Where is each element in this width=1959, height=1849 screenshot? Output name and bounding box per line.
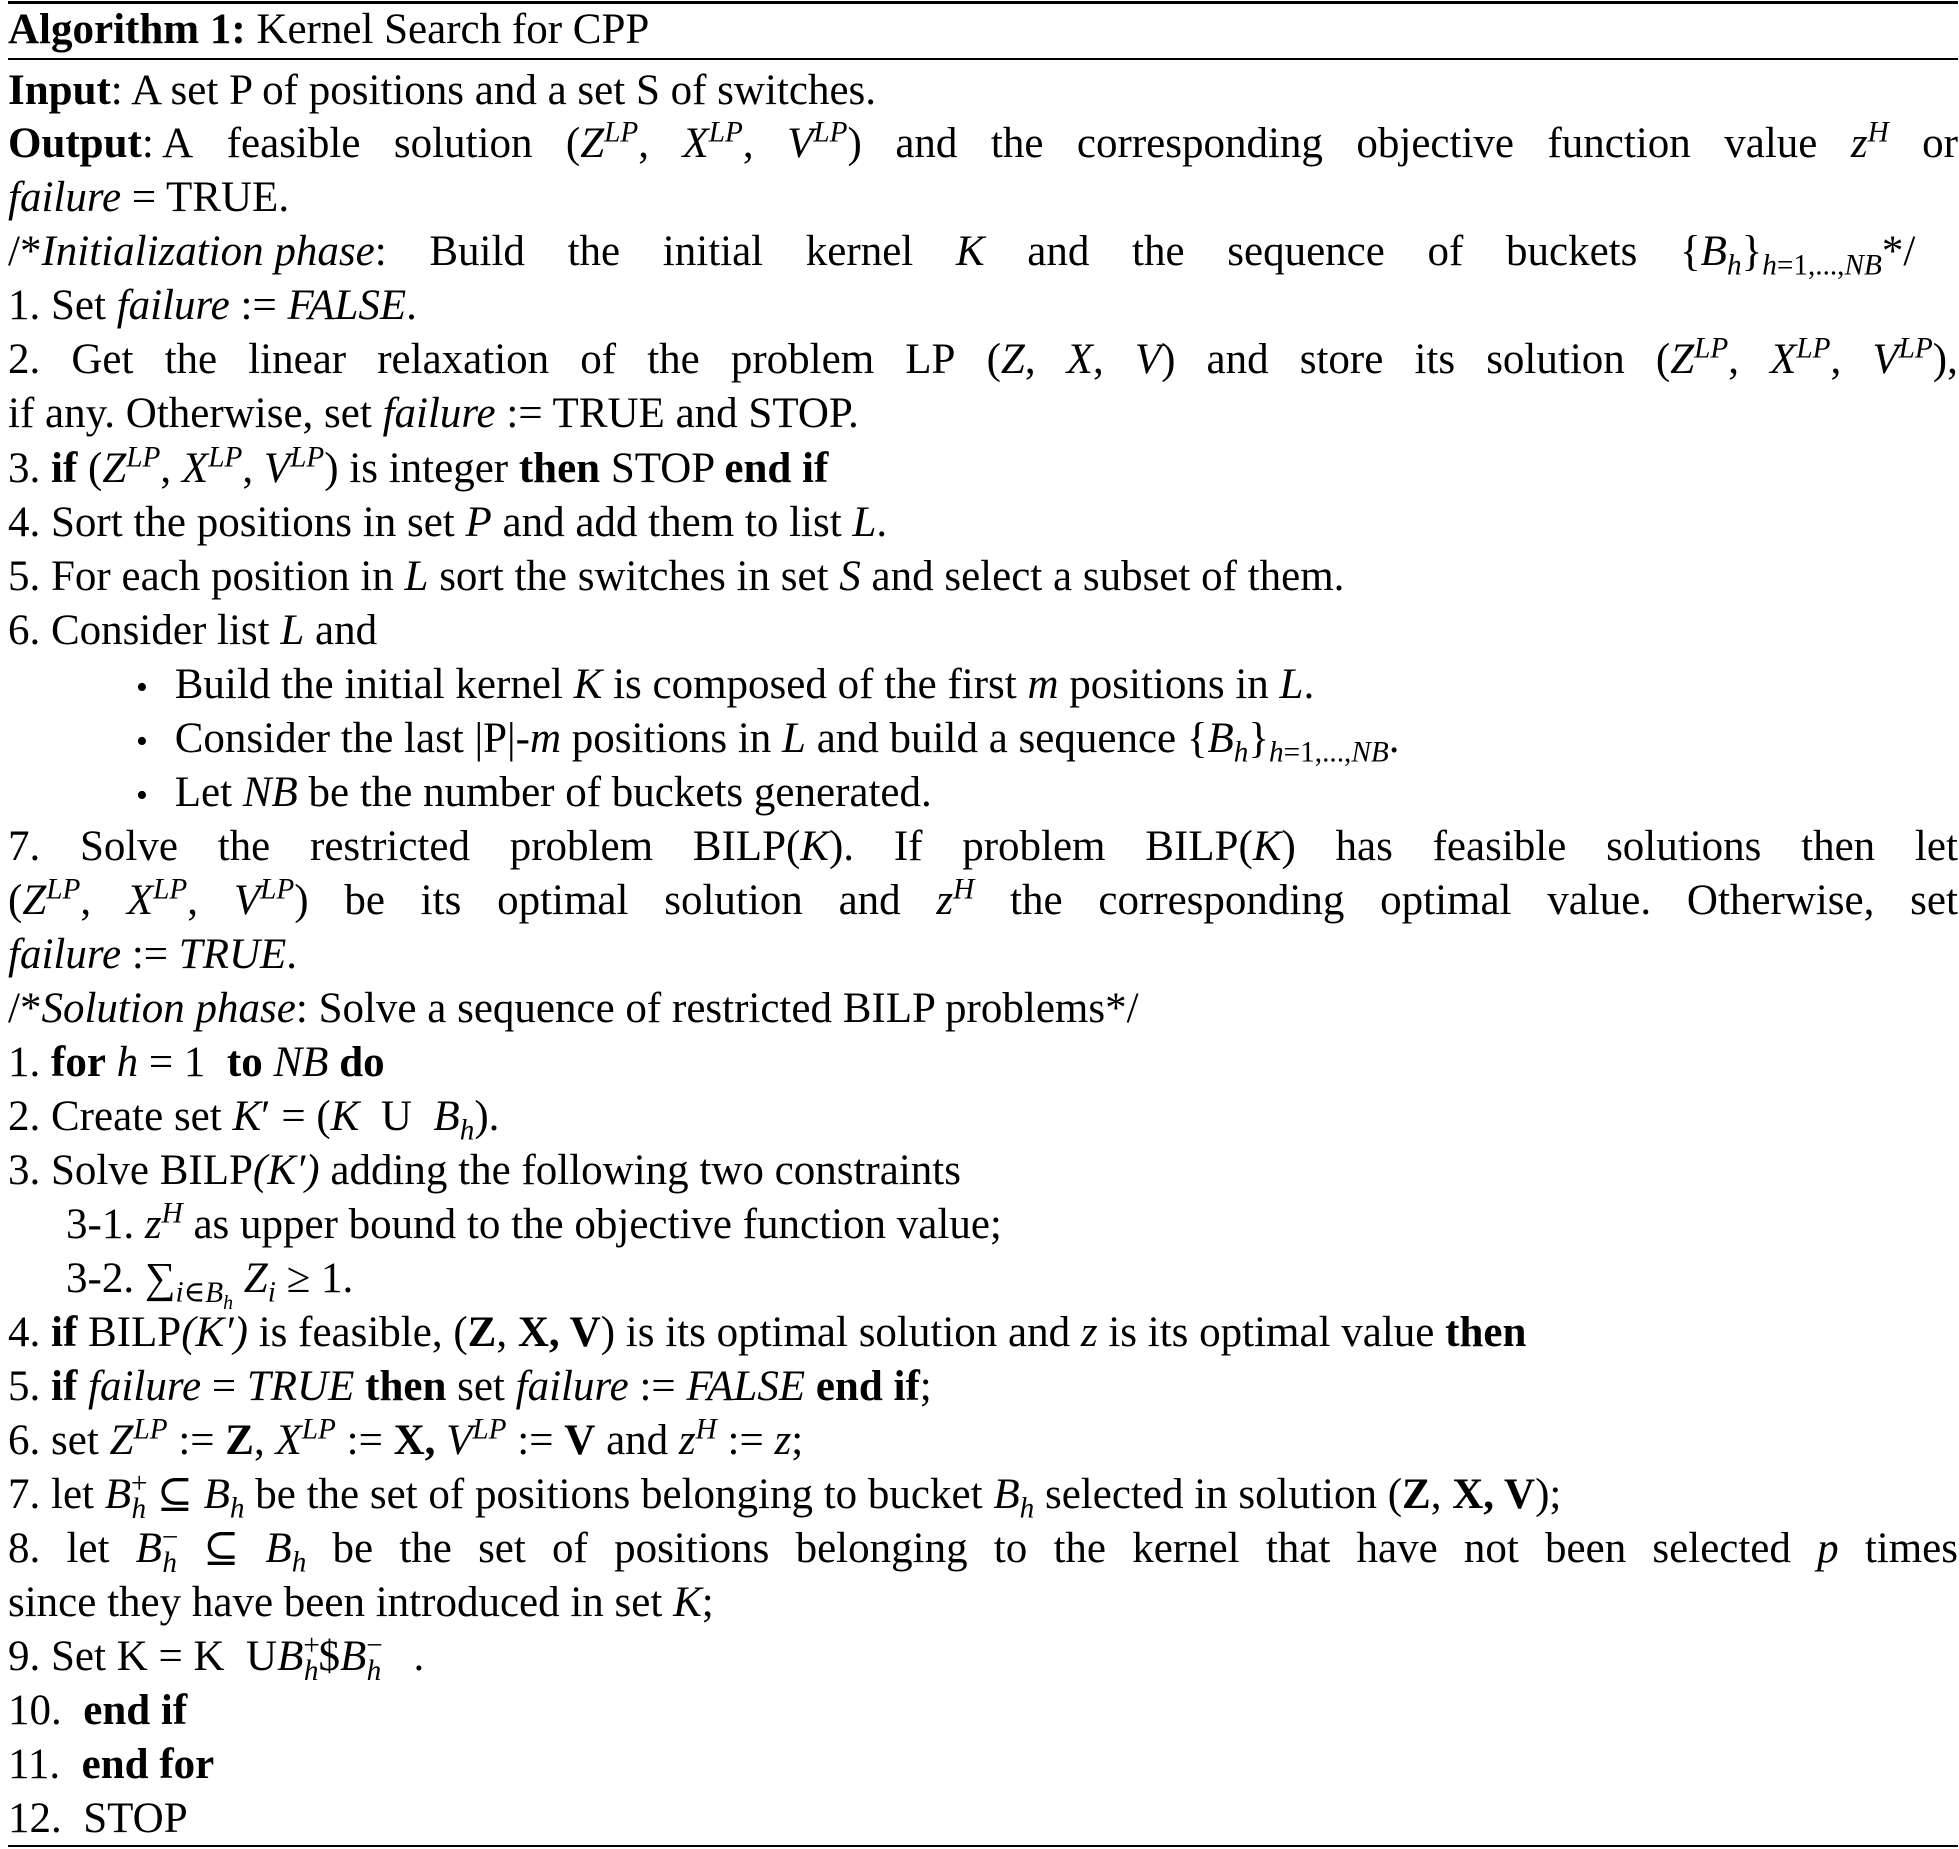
output-label: Output — [8, 120, 142, 167]
algorithm-name: Kernel Search for CPP — [256, 6, 650, 53]
input-line — [8, 64, 876, 118]
init-step-2-cont: if any. Otherwise, set failure := TRUE and STOP. — [8, 390, 859, 437]
sol-step-8-cont: since they have been introduced in set K; — [8, 1579, 714, 1626]
algorithm-box — [8, 0, 1958, 1849]
sol-step-8: 8. let $B^-_h$ ⊆ $B_h$ be the set of positions belonging to the kernel that have not been selected p times — [8, 1521, 1958, 1579]
init-step-7-end: failure := TRUE. — [8, 931, 298, 978]
algorithm-label: Algorithm 1: — [8, 6, 246, 53]
bottom-rule — [8, 1845, 1958, 1847]
sol-step-3-1: 3-1. $z^H$ as upper bound to the objective function value; — [66, 1197, 1002, 1248]
solution-phase-name: Solution phase — [41, 985, 296, 1032]
sol-step-2: 2. Create set K′ = (K U $B_h$). — [8, 1093, 500, 1147]
title-rule — [8, 58, 1958, 60]
init-step-6: 6. Consider list L and — [8, 607, 378, 654]
bullet-item: • Build the initial kernel K is composed of the first m positions in L. — [136, 661, 1315, 708]
sol-step-3: 3. Solve BILP(K′) adding the following two constraints — [8, 1147, 961, 1194]
sol-step-3-2: 3-2. $\sum_{i\in B_h}$ $Z_i \ge 1$. — [66, 1255, 354, 1314]
bullet-item: • Let NB be the number of buckets generated. — [136, 769, 932, 816]
sol-step-7: 7. let $B^+_h$ ⊆ $B_h$ be the set of positions belonging to bucket $B_h$ selected in solution (Z, X, V); — [8, 1467, 1562, 1525]
sol-step-6: 6. set $Z^{LP}$ := Z, $X^{LP}$ := X, $V^{LP}$ := V and $z^H$ := z; — [8, 1413, 804, 1464]
input-text: : A set P of positions and a set S of switches. — [110, 67, 877, 114]
init-phase-name: Initialization phase — [41, 228, 375, 275]
input-label: Input — [8, 67, 111, 114]
bullet-item: • Consider the last |P|-m positions in L and build a sequence $\{B_h\}_{h=1,...,NB}$. — [136, 715, 1400, 769]
init-phase-header: /*Initialization phase: Build the initial kernel K and the sequence of buckets $\{B_h\}_{h=1,...,NB}*/$ — [8, 228, 1916, 282]
sol-step-1: 1. for h = 1 to NB do — [8, 1039, 385, 1086]
init-step-7-cont: ($Z^{LP}$, $X^{LP}$, $V^{LP}$) be its optimal solution and $z^H$ the corresponding optimal value. Otherwise, set — [8, 873, 1958, 924]
init-step-5: 5. For each position in L sort the switches in set S and select a subset of them. — [8, 553, 1345, 600]
init-step-4: 4. Sort the positions in set P and add them to list L. — [8, 499, 888, 546]
init-step-7: 7. Solve the restricted problem BILP(K). If problem BILP(K) has feasible solutions then let — [8, 823, 1958, 870]
sol-step-9: 9. Set K = K $UB^+_h\$B^-_h$ . — [8, 1629, 425, 1687]
algorithm-title — [8, 3, 649, 57]
init-step-2: 2. Get the linear relaxation of the problem LP (Z, X, V) and store its solution ($Z^{LP}$, $X^{LP}$, $V^{LP}$), — [8, 332, 1958, 383]
init-step-3: 3. if ($Z^{LP}$, $X^{LP}$, $V^{LP}$) is integer then STOP end if — [8, 441, 829, 492]
sol-step-4: 4. if BILP(K′) is feasible, (Z, X, V) is its optimal solution and z is its optimal value then — [8, 1309, 1527, 1356]
sol-step-12: 12. STOP — [8, 1795, 188, 1842]
solution-phase-header: /*Solution phase: Solve a sequence of restricted BILP problems*/ — [8, 985, 1139, 1032]
output-line-cont: failure = TRUE. — [8, 174, 290, 221]
init-step-1: 1. Set failure := FALSE. — [8, 282, 417, 329]
sol-step-11: 11. end for — [8, 1741, 215, 1788]
sol-step-5: 5. if failure = TRUE then set failure := FALSE end if; — [8, 1363, 932, 1410]
output-line: Output: A feasible solution ($Z^{LP}$, $X^{LP}$, $V^{LP}$) and the corresponding objective function value $z^H$ or — [8, 116, 1958, 167]
sol-step-10: 10. end if — [8, 1687, 188, 1734]
